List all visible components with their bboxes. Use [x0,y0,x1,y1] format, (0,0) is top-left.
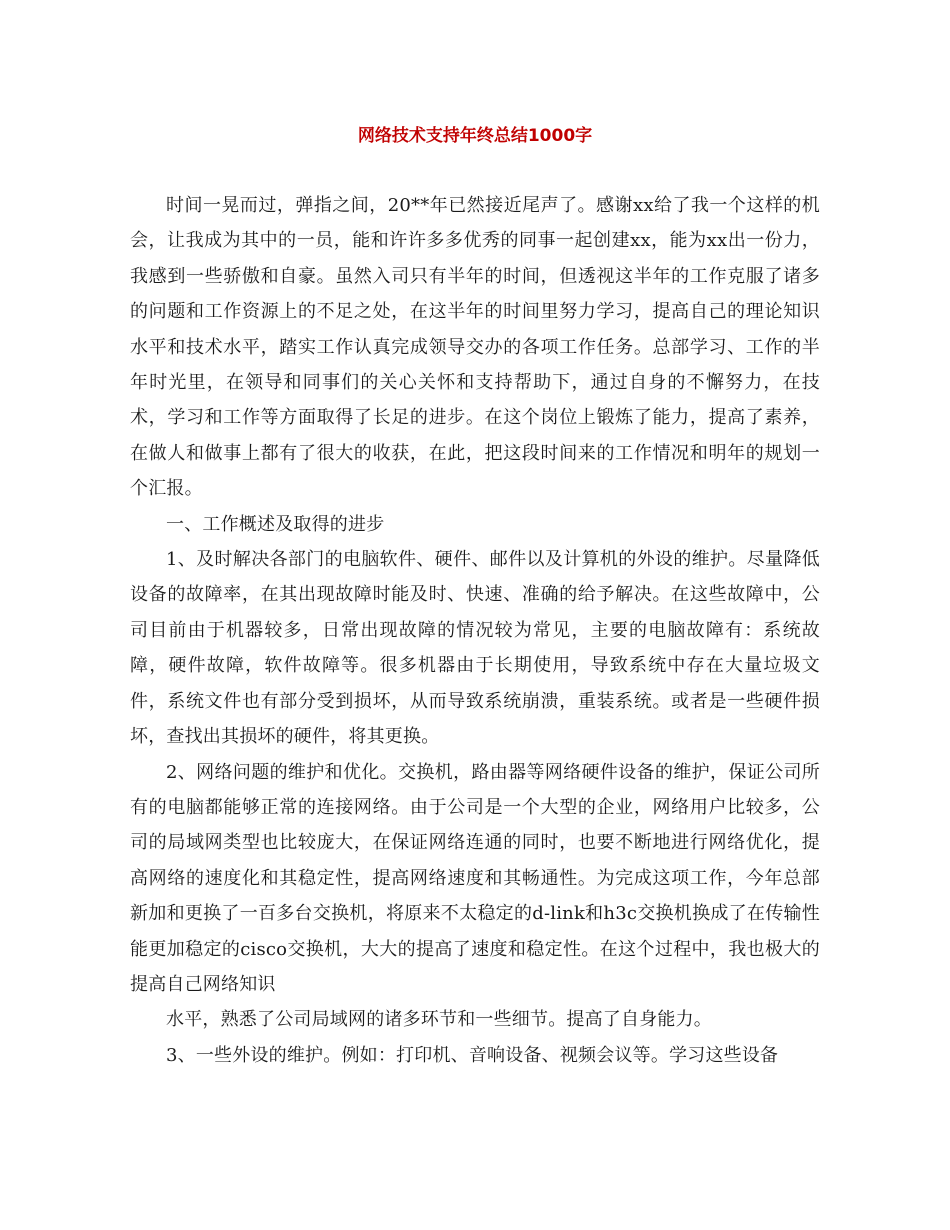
section-heading-work-overview: 一、工作概述及取得的进步 [166,513,385,535]
document-body [130,188,820,1073]
document-title: 网络技术支持年终总结1000字 [357,126,593,146]
paragraph-item-1: 1、及时解决各部门的电脑软件、硬件、邮件以及计算机的外设的维护。尽量降低设备的故障率，在其出现故障时能及时、快速、准确的给予解决。在这些故障中，公司目前由于机器较多，日常出现故障的情况较为常见，主要的电脑故障有：系统故障，硬件故障，软件故障等。很多机器由于长期使用，导致系统中存在大量垃圾文件，系统文件也有部分受到损坏，从而导致系统崩溃，重装系统。或者是一些硬件损坏，查找出其损坏的硬件，将其更换。 [130,549,820,748]
paragraph-item-2: 2、网络问题的维护和优化。交换机，路由器等网络硬件设备的维护，保证公司所有的电脑都能够正常的连接网络。由于公司是一个大型的企业，网络用户比较多，公司的局域网类型也比较庞大，在保证网络连通的同时，也要不断地进行网络优化，提高网络的速度化和其稳定性，提高网络速度和其畅通性。为完成这项工作，今年总部新加和更换了一百多台交换机，将原来不太稳定的d-link和h3c交换机换成了在传输性能更加稳定的cisco交换机，大大的提高了速度和稳定性。在这个过程中，我也极大的提高自己网络知识 [130,761,820,995]
paragraph-item-3: 3、一些外设的维护。例如：打印机、音响设备、视频会议等。学习这些设备 [166,1044,779,1066]
paragraph-intro: 时间一晃而过，弹指之间，20**年已然接近尾声了。感谢xx给了我一个这样的机会，让我成为其中的一员，能和许许多多优秀的同事一起创建xx，能为xx出一份力，我感到一些骄傲和自豪。虽然入司只有半年的时间，但透视这半年的工作克服了诸多的问题和工作资源上的不足之处，在这半年的时间里努力学习，提高自己的理论知识水平和技术水平，踏实工作认真完成领导交办的各项工作任务。总部学习、工作的半年时光里，在领导和同事们的关心关怀和支持帮助下，通过自身的不懈努力，在技术，学习和工作等方面取得了长足的进步。在这个岗位上锻炼了能力，提高了素养，在做人和做事上都有了很大的收获，在此，把这段时间来的工作情况和明年的规划一个汇报。 [130,195,820,500]
paragraph-item-2-continued: 水平，熟悉了公司局域网的诸多环节和一些细节。提高了自身能力。 [166,1009,712,1031]
